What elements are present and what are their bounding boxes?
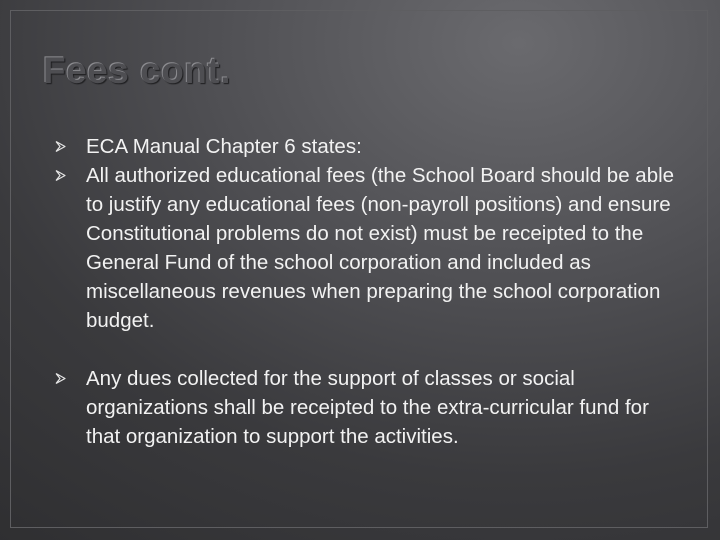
arrow-bullet-icon <box>54 132 68 161</box>
bullet-text-1: ECA Manual Chapter 6 states: <box>86 135 362 158</box>
slide-title: Fees cont. <box>43 50 231 91</box>
arrow-bullet-icon <box>54 364 68 393</box>
bullet-list <box>52 132 677 451</box>
bullet-item-1 <box>52 132 677 161</box>
bullet-text-2: All authorized educational fees (the School Board should be able to justify any educational fees (non-payroll positions) and ensure Constitutional problems do not exist) must be receipted to the General Fund of the school corporation and included as miscellaneous revenues when preparing the school corporation budget. <box>86 164 675 332</box>
bullet-item-3 <box>52 364 677 451</box>
bullet-text-3: Any dues collected for the support of classes or social organizations shall be receipted to the extra-curricular fund for that organization to support the activities. <box>86 367 649 448</box>
bullet-item-2 <box>52 161 677 335</box>
arrow-bullet-icon <box>54 161 68 190</box>
